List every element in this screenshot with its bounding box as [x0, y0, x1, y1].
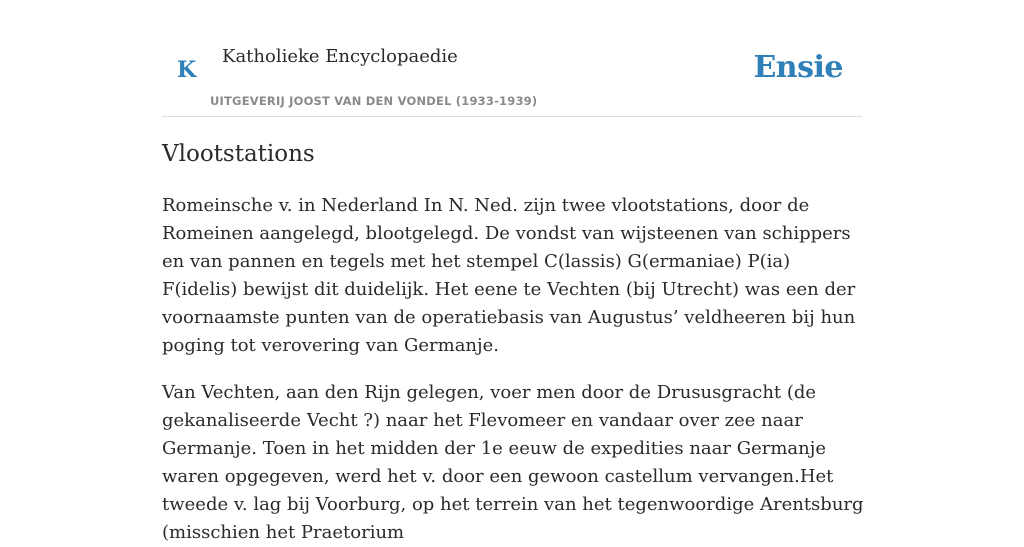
- site-title[interactable]: Katholieke Encyclopaedie: [222, 46, 458, 67]
- article-body: [162, 192, 867, 547]
- brand-logo[interactable]: Ensie: [753, 50, 843, 85]
- site-header: [162, 0, 862, 117]
- article-title: Vlootstations: [162, 141, 315, 167]
- article-paragraph-1: Romeinsche v. in Nederland In N. Ned. zijn twee vlootstations, door de Romeinen aangelegd, blootgelegd. De vondst van wijsteenen van schippers en van pannen en tegels met het stempel C(lassis) G(ermaniae) P(ia) F(idelis) bewijst dit duidelijk. Het eene te Vechten (bij Utrecht) was een der voornaamste punten van de operatiebasis van Augustus’ veldheeren bij hun poging tot verovering van Germanje.: [162, 195, 856, 356]
- site-subtitle: UITGEVERIJ JOOST VAN DEN VONDEL (1933-1939): [210, 94, 538, 108]
- site-logo-icon[interactable]: K: [177, 57, 197, 83]
- article-paragraph-2: Van Vechten, aan den Rijn gelegen, voer men door de Drususgracht (de gekanaliseerde Vecht ?) naar het Flevomeer en vandaar over zee naar Germanje. Toen in het midden der 1e eeuw de expedities naar Germanje waren opgegeven, werd het v. door een gewoon castellum vervangen.Het tweede v. lag bij Voorburg, op het terrein van het tegenwoordige Arentsburg (misschien het Praetorium: [162, 382, 864, 543]
- article: [162, 136, 867, 547]
